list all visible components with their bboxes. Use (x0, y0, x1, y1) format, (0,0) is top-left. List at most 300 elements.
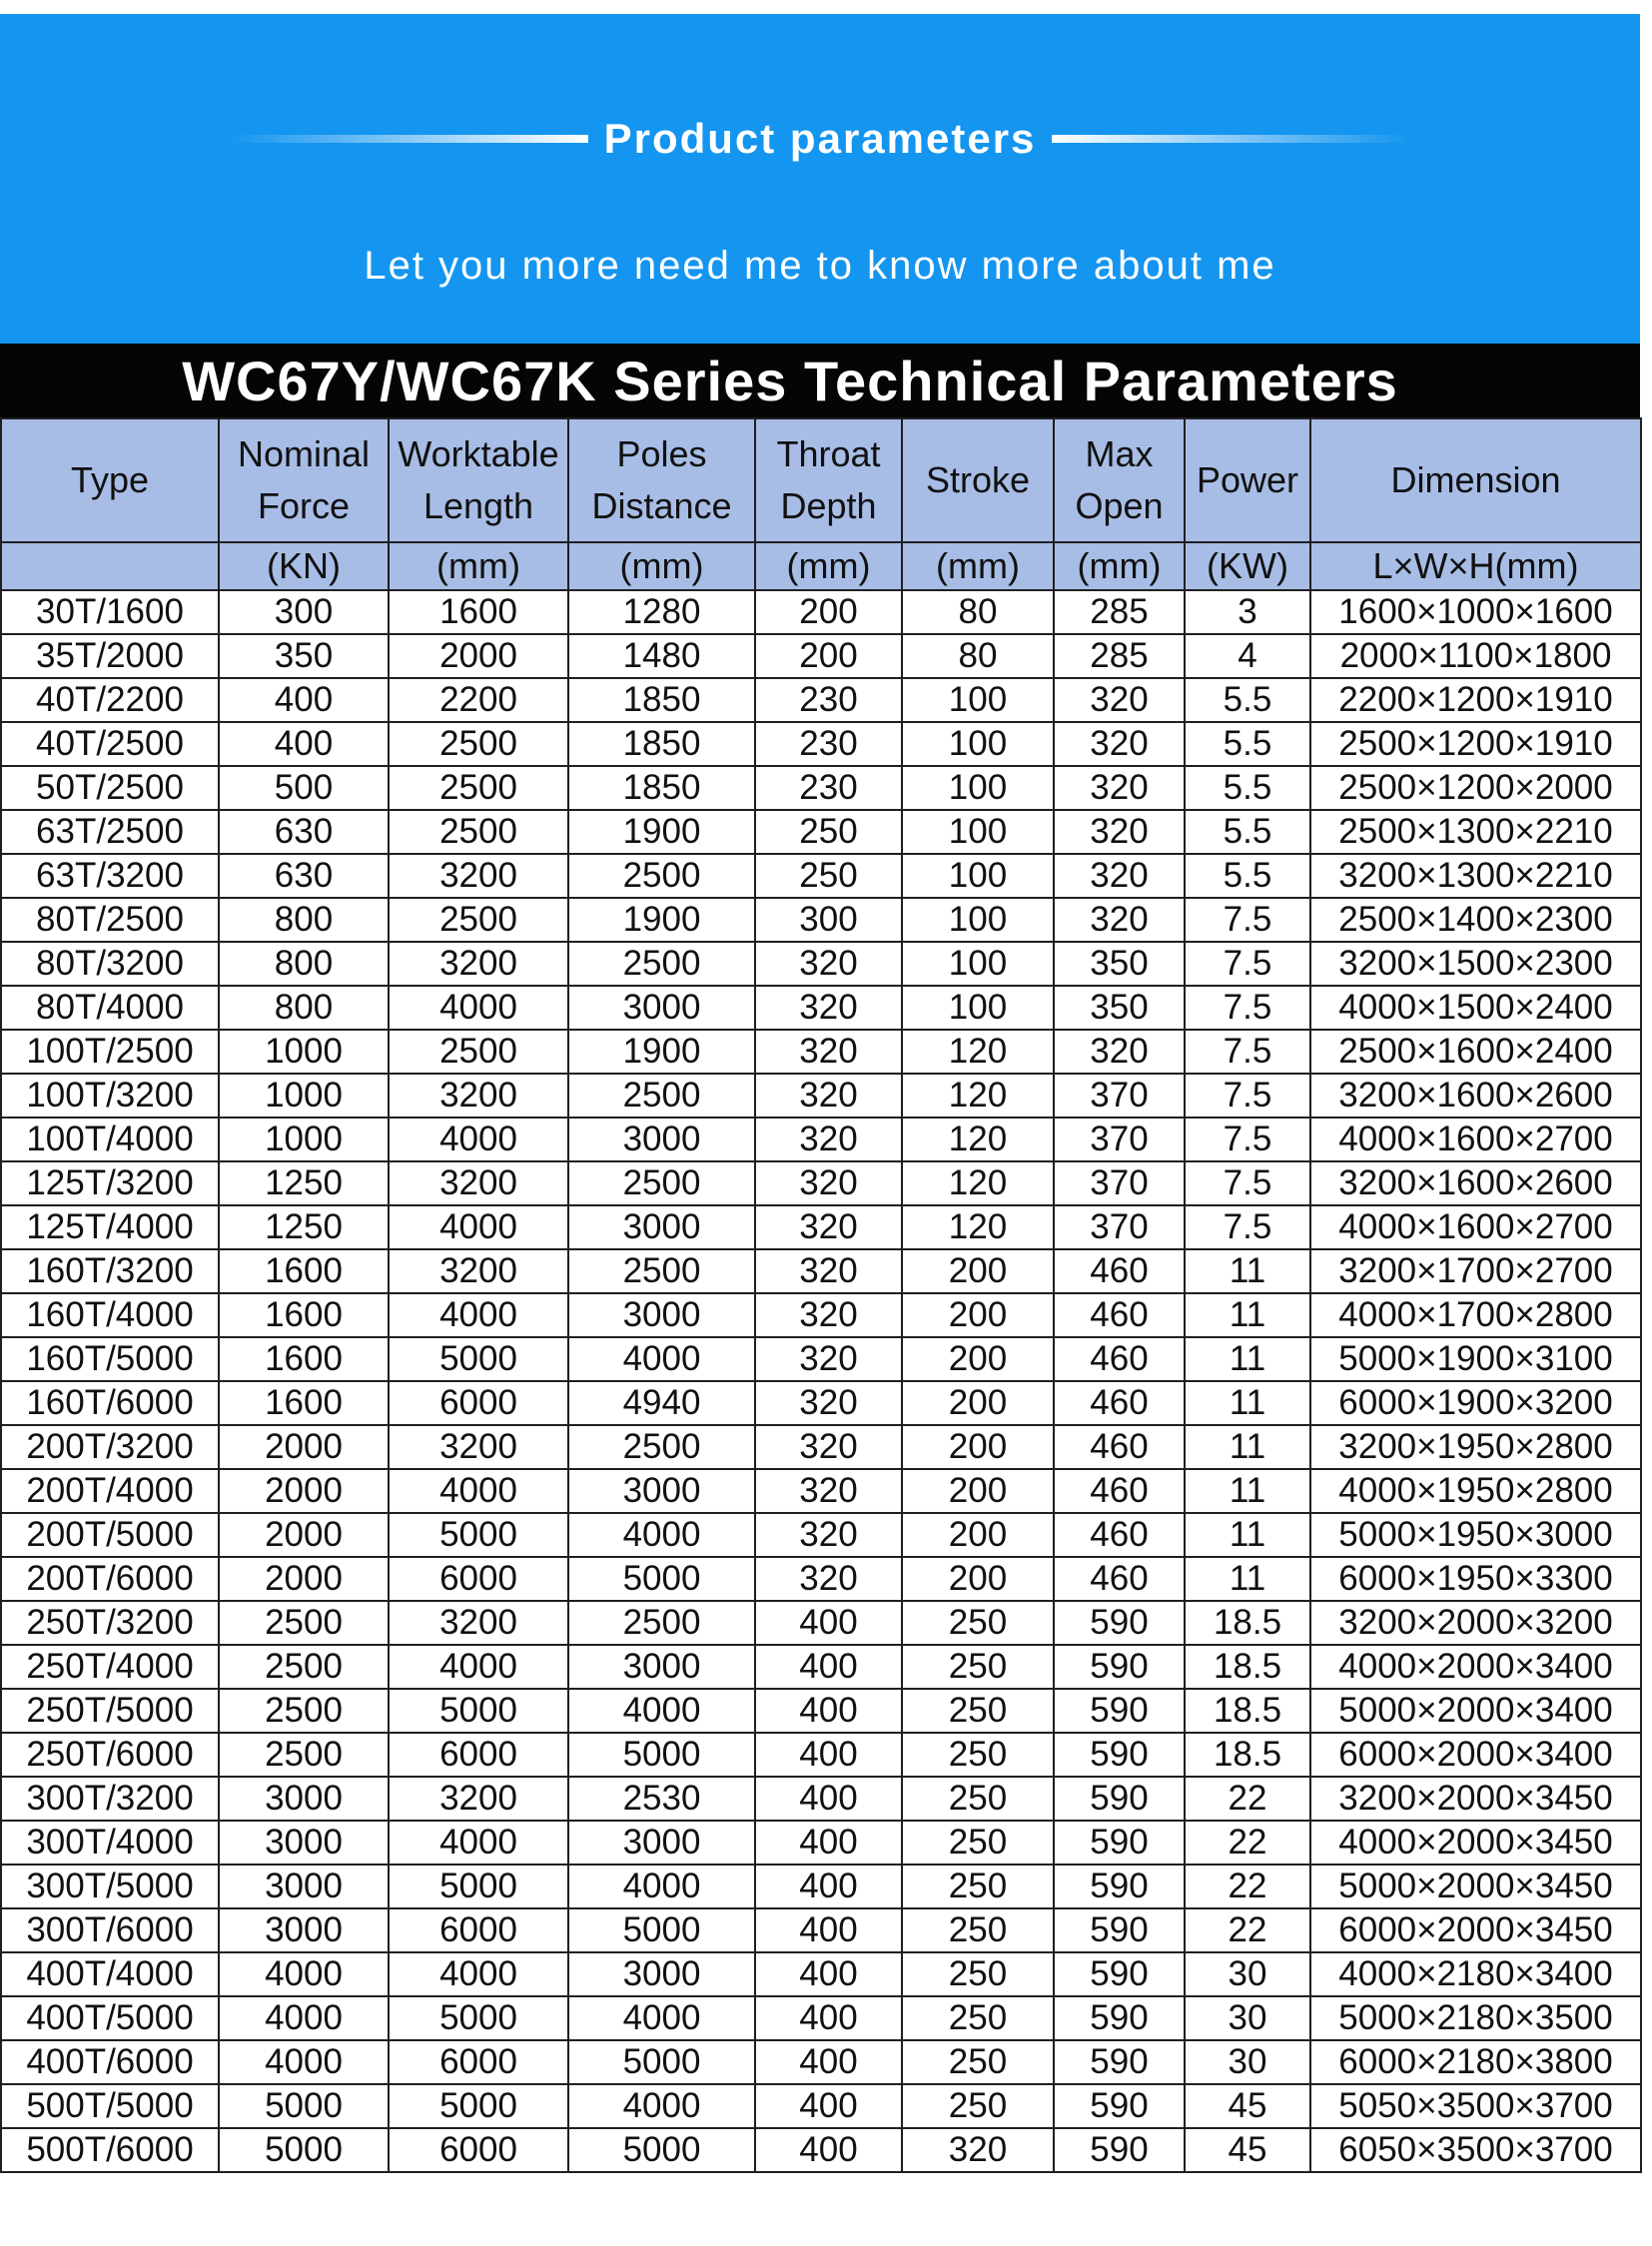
table-cell: 200 (755, 634, 902, 678)
table-cell: 6000×1950×3300 (1310, 1557, 1641, 1601)
column-header (568, 418, 755, 542)
column-unit: L×W×H(mm) (1310, 542, 1641, 590)
table-cell: 400 (755, 1996, 902, 2040)
table-cell: 590 (1054, 2128, 1185, 2172)
table-row (1, 1996, 1641, 2040)
table-cell: 590 (1054, 1865, 1185, 1908)
table-cell: 11 (1185, 1337, 1310, 1381)
table-cell: 2000 (219, 1513, 389, 1557)
table-cell: 2500×1600×2400 (1310, 1030, 1641, 1074)
table-cell: 320 (755, 986, 902, 1030)
table-cell: 200 (902, 1381, 1054, 1425)
table-cell: 100T/3200 (1, 1074, 219, 1118)
table-cell: 125T/4000 (1, 1205, 219, 1249)
column-header-text: Worktable (398, 433, 559, 474)
column-unit: (mm) (902, 542, 1054, 590)
table-cell: 5.5 (1185, 810, 1310, 854)
table-cell: 4 (1185, 634, 1310, 678)
table-cell: 3000 (568, 1293, 755, 1337)
column-header-text: Dimension (1390, 459, 1561, 500)
table-cell: 160T/5000 (1, 1337, 219, 1381)
table-cell: 590 (1054, 1689, 1185, 1733)
table-cell: 160T/3200 (1, 1249, 219, 1293)
table-cell: 5000 (219, 2128, 389, 2172)
table-cell: 3200 (389, 854, 568, 898)
table-cell: 200 (902, 1469, 1054, 1513)
table-cell: 3200 (389, 942, 568, 986)
table-cell: 4940 (568, 1381, 755, 1425)
table-cell: 320 (755, 942, 902, 986)
table-cell: 320 (755, 1381, 902, 1425)
table-cell: 1600 (389, 590, 568, 634)
table-cell: 250 (902, 1733, 1054, 1777)
table-cell: 3000 (568, 1645, 755, 1689)
table-cell: 5050×3500×3700 (1310, 2084, 1641, 2128)
parameters-table (0, 417, 1642, 2173)
table-cell: 5.5 (1185, 722, 1310, 766)
table-cell: 22 (1185, 1908, 1310, 1952)
table-cell: 400 (755, 1601, 902, 1645)
table-cell: 200 (755, 590, 902, 634)
table-cell: 460 (1054, 1293, 1185, 1337)
table-cell: 4000×2000×3400 (1310, 1645, 1641, 1689)
table-cell: 40T/2500 (1, 722, 219, 766)
table-cell: 400T/4000 (1, 1952, 219, 1996)
table-cell: 2530 (568, 1777, 755, 1821)
table-cell: 4000×1500×2400 (1310, 986, 1641, 1030)
table-cell: 320 (755, 1030, 902, 1074)
table-cell: 2500 (568, 1161, 755, 1205)
table-cell: 350 (1054, 942, 1185, 986)
table-row (1, 1689, 1641, 1733)
table-cell: 7.5 (1185, 1118, 1310, 1161)
table-cell: 300 (219, 590, 389, 634)
table-cell: 250 (755, 810, 902, 854)
table-cell: 250T/3200 (1, 1601, 219, 1645)
table-cell: 4000 (389, 1952, 568, 1996)
table-row (1, 1469, 1641, 1513)
table-cell: 4000 (219, 2040, 389, 2084)
header-row (1, 418, 1641, 542)
table-cell: 120 (902, 1205, 1054, 1249)
table-cell: 5000×2180×3500 (1310, 1996, 1641, 2040)
table-cell: 4000 (389, 1645, 568, 1689)
table-cell: 400 (755, 1733, 902, 1777)
column-header-text: Throat (776, 433, 881, 474)
table-cell: 100 (902, 898, 1054, 942)
table-cell: 4000 (568, 1513, 755, 1557)
table-cell: 22 (1185, 1777, 1310, 1821)
table-cell: 320 (755, 1337, 902, 1381)
decorative-rule-right (1052, 135, 1411, 143)
table-cell: 460 (1054, 1249, 1185, 1293)
table-cell: 2500 (389, 722, 568, 766)
table-cell: 230 (755, 722, 902, 766)
table-cell: 18.5 (1185, 1645, 1310, 1689)
table-cell: 2000×1100×1800 (1310, 634, 1641, 678)
table-cell: 400 (755, 1865, 902, 1908)
table-cell: 320 (1054, 898, 1185, 942)
table-cell: 2000 (219, 1469, 389, 1513)
table-cell: 100 (902, 678, 1054, 722)
table-cell: 800 (219, 898, 389, 942)
column-unit (1, 542, 219, 590)
table-cell: 2000 (389, 634, 568, 678)
table-cell: 1600 (219, 1337, 389, 1381)
table-cell: 5000 (568, 1908, 755, 1952)
table-cell: 590 (1054, 1601, 1185, 1645)
table-cell: 80T/4000 (1, 986, 219, 1030)
table-cell: 4000×2000×3450 (1310, 1821, 1641, 1865)
table-cell: 11 (1185, 1293, 1310, 1337)
table-cell: 6000×2180×3800 (1310, 2040, 1641, 2084)
table-cell: 590 (1054, 1733, 1185, 1777)
table-cell: 1900 (568, 898, 755, 942)
table-cell: 400 (755, 1821, 902, 1865)
column-header (219, 418, 389, 542)
table-cell: 590 (1054, 2040, 1185, 2084)
table-cell: 5000 (568, 1733, 755, 1777)
table-cell: 250 (902, 1952, 1054, 1996)
table-cell: 1850 (568, 678, 755, 722)
table-title-bar (0, 344, 1640, 417)
table-cell: 30 (1185, 2040, 1310, 2084)
column-header-text: Open (1075, 485, 1164, 526)
table-cell: 4000×1600×2700 (1310, 1205, 1641, 1249)
table-cell: 5000 (389, 1337, 568, 1381)
table-cell: 200 (902, 1425, 1054, 1469)
table-cell: 5000 (568, 2040, 755, 2084)
decorative-rule-left (229, 135, 588, 143)
table-cell: 45 (1185, 2128, 1310, 2172)
table-cell: 5000 (389, 1689, 568, 1733)
table-cell: 100 (902, 810, 1054, 854)
table-cell: 590 (1054, 1908, 1185, 1952)
table-cell: 400 (755, 1689, 902, 1733)
table-cell: 590 (1054, 2084, 1185, 2128)
column-header (389, 418, 568, 542)
table-cell: 400T/5000 (1, 1996, 219, 2040)
table-cell: 200T/4000 (1, 1469, 219, 1513)
table-cell: 200T/3200 (1, 1425, 219, 1469)
unit-row (1, 542, 1641, 590)
table-title: WC67Y/WC67K Series Technical Parameters (182, 349, 1398, 412)
table-cell: 500T/5000 (1, 2084, 219, 2128)
banner-subtitle: Let you more need me to know more about me (364, 244, 1276, 288)
table-cell: 3000 (568, 986, 755, 1030)
table-cell: 3200 (389, 1074, 568, 1118)
table-cell: 4000 (389, 1821, 568, 1865)
column-unit: (mm) (1054, 542, 1185, 590)
table-cell: 2500 (568, 1249, 755, 1293)
column-header-text: Force (257, 485, 351, 526)
table-cell: 320 (1054, 810, 1185, 854)
table-cell: 3000 (568, 1118, 755, 1161)
table-cell: 80 (902, 590, 1054, 634)
table-row (1, 2128, 1641, 2172)
table-cell: 3000 (219, 1865, 389, 1908)
table-cell: 300T/3200 (1, 1777, 219, 1821)
table-row (1, 942, 1641, 986)
table-cell: 590 (1054, 1821, 1185, 1865)
table-cell: 500T/6000 (1, 2128, 219, 2172)
table-cell: 400 (219, 678, 389, 722)
column-header-text: Power (1196, 459, 1299, 500)
table-cell: 350 (219, 634, 389, 678)
table-cell: 200T/5000 (1, 1513, 219, 1557)
table-cell: 320 (755, 1249, 902, 1293)
column-unit: (mm) (568, 542, 755, 590)
table-cell: 18.5 (1185, 1733, 1310, 1777)
table-row (1, 1337, 1641, 1381)
table-cell: 250 (902, 1821, 1054, 1865)
table-cell: 320 (755, 1469, 902, 1513)
table-row (1, 1908, 1641, 1952)
table-cell: 5.5 (1185, 854, 1310, 898)
table-cell: 590 (1054, 1777, 1185, 1821)
table-cell: 230 (755, 678, 902, 722)
table-cell: 460 (1054, 1513, 1185, 1557)
column-header (902, 418, 1054, 542)
table-cell: 4000 (389, 1293, 568, 1337)
table-cell: 4000 (389, 986, 568, 1030)
table-cell: 6000 (389, 1381, 568, 1425)
table-cell: 500 (219, 766, 389, 810)
column-header (1, 418, 219, 542)
table-cell: 300T/5000 (1, 1865, 219, 1908)
table-cell: 22 (1185, 1865, 1310, 1908)
banner-title-row (0, 109, 1640, 169)
table-cell: 1900 (568, 1030, 755, 1074)
table-cell: 2500 (389, 1030, 568, 1074)
table-cell: 125T/3200 (1, 1161, 219, 1205)
banner-title: Product parameters (603, 115, 1037, 162)
table-cell: 200 (902, 1293, 1054, 1337)
table-cell: 3200×2000×3450 (1310, 1777, 1641, 1821)
table-cell: 100 (902, 942, 1054, 986)
table-cell: 300T/6000 (1, 1908, 219, 1952)
table-cell: 35T/2000 (1, 634, 219, 678)
table-row (1, 766, 1641, 810)
table-cell: 6000 (389, 1557, 568, 1601)
table-row (1, 1733, 1641, 1777)
table-row (1, 1381, 1641, 1425)
table-cell: 400 (755, 1952, 902, 1996)
table-cell: 3200×1300×2210 (1310, 854, 1641, 898)
table-cell: 160T/4000 (1, 1293, 219, 1337)
table-cell: 320 (755, 1161, 902, 1205)
table-cell: 2500×1200×2000 (1310, 766, 1641, 810)
table-cell: 200 (902, 1249, 1054, 1293)
table-cell: 11 (1185, 1557, 1310, 1601)
table-cell: 460 (1054, 1557, 1185, 1601)
table-cell: 320 (755, 1557, 902, 1601)
header-banner (0, 14, 1640, 344)
table-cell: 590 (1054, 1952, 1185, 1996)
table-cell: 2500 (389, 766, 568, 810)
table-cell: 460 (1054, 1425, 1185, 1469)
table-cell: 1250 (219, 1161, 389, 1205)
table-cell: 320 (902, 2128, 1054, 2172)
table-cell: 2500 (389, 898, 568, 942)
table-cell: 4000×1600×2700 (1310, 1118, 1641, 1161)
table-cell: 400T/6000 (1, 2040, 219, 2084)
table-row (1, 634, 1641, 678)
table-cell: 40T/2200 (1, 678, 219, 722)
table-cell: 4000 (219, 1952, 389, 1996)
table-cell: 400 (755, 1908, 902, 1952)
table-cell: 370 (1054, 1118, 1185, 1161)
table-cell: 4000 (389, 1118, 568, 1161)
table-cell: 3200 (389, 1425, 568, 1469)
table-cell: 1900 (568, 810, 755, 854)
table-cell: 11 (1185, 1249, 1310, 1293)
column-header-text: Nominal (237, 433, 371, 474)
table-cell: 590 (1054, 1996, 1185, 2040)
table-cell: 2500 (568, 1425, 755, 1469)
table-cell: 30 (1185, 1952, 1310, 1996)
table-cell: 11 (1185, 1469, 1310, 1513)
table-cell: 6000×1900×3200 (1310, 1381, 1641, 1425)
table-cell: 6000×2000×3450 (1310, 1908, 1641, 1952)
column-header-text: Depth (780, 485, 877, 526)
table-cell: 200 (902, 1513, 1054, 1557)
table-cell: 2500 (219, 1733, 389, 1777)
table-cell: 6050×3500×3700 (1310, 2128, 1641, 2172)
table-cell: 4000 (568, 1996, 755, 2040)
table-cell: 11 (1185, 1381, 1310, 1425)
table-cell: 100T/4000 (1, 1118, 219, 1161)
table-cell: 250 (902, 1996, 1054, 2040)
table-cell: 3000 (219, 1908, 389, 1952)
table-cell: 2500×1400×2300 (1310, 898, 1641, 942)
table-cell: 80 (902, 634, 1054, 678)
table-row (1, 1074, 1641, 1118)
table-cell: 2200×1200×1910 (1310, 678, 1641, 722)
table-cell: 200 (902, 1557, 1054, 1601)
table-cell: 250 (902, 2040, 1054, 2084)
table-cell: 1280 (568, 590, 755, 634)
table-cell: 4000×1700×2800 (1310, 1293, 1641, 1337)
table-cell: 160T/6000 (1, 1381, 219, 1425)
table-cell: 63T/2500 (1, 810, 219, 854)
table-cell: 2000 (219, 1557, 389, 1601)
table-cell: 3200 (389, 1777, 568, 1821)
table-cell: 2500 (219, 1645, 389, 1689)
table-cell: 1000 (219, 1118, 389, 1161)
table-cell: 2500×1200×1910 (1310, 722, 1641, 766)
table-cell: 7.5 (1185, 898, 1310, 942)
table-cell: 2500 (219, 1601, 389, 1645)
table-cell: 6000 (389, 1733, 568, 1777)
table-cell: 460 (1054, 1337, 1185, 1381)
table-cell: 2500 (568, 1601, 755, 1645)
table-cell: 5000 (568, 2128, 755, 2172)
table-cell: 5000 (568, 1557, 755, 1601)
table-cell: 4000 (568, 1337, 755, 1381)
table-cell: 400 (755, 2040, 902, 2084)
table-cell: 3000 (568, 1469, 755, 1513)
table-cell: 1600 (219, 1381, 389, 1425)
table-row (1, 1425, 1641, 1469)
table-body (1, 590, 1641, 2172)
table-cell: 3200 (389, 1161, 568, 1205)
column-header-text: Type (70, 459, 150, 500)
table-cell: 320 (755, 1513, 902, 1557)
table-cell: 7.5 (1185, 1161, 1310, 1205)
table-cell: 100T/2500 (1, 1030, 219, 1074)
table-row (1, 1777, 1641, 1821)
table-cell: 320 (755, 1425, 902, 1469)
table-cell: 1850 (568, 722, 755, 766)
table-cell: 400 (219, 722, 389, 766)
table-cell: 2500 (219, 1689, 389, 1733)
table-cell: 4000 (568, 2084, 755, 2128)
table-cell: 320 (1054, 854, 1185, 898)
table-cell: 800 (219, 986, 389, 1030)
table-cell: 5.5 (1185, 766, 1310, 810)
table-cell: 370 (1054, 1205, 1185, 1249)
table-cell: 120 (902, 1074, 1054, 1118)
table-cell: 3 (1185, 590, 1310, 634)
column-unit: (mm) (389, 542, 568, 590)
table-cell: 4000 (219, 1996, 389, 2040)
table-cell: 3200×1700×2700 (1310, 1249, 1641, 1293)
table-cell: 7.5 (1185, 1074, 1310, 1118)
table-cell: 285 (1054, 634, 1185, 678)
table-cell: 1000 (219, 1030, 389, 1074)
table-cell: 22 (1185, 1821, 1310, 1865)
table-row (1, 898, 1641, 942)
table-cell: 400 (755, 2128, 902, 2172)
table-cell: 1000 (219, 1074, 389, 1118)
table-cell: 5000 (389, 1996, 568, 2040)
table-cell: 80T/2500 (1, 898, 219, 942)
table-cell: 7.5 (1185, 986, 1310, 1030)
column-header (1310, 418, 1641, 542)
table-row (1, 1952, 1641, 1996)
table-row (1, 986, 1641, 1030)
table-cell: 4000 (389, 1205, 568, 1249)
table-row (1, 1205, 1641, 1249)
table-cell: 250 (902, 1865, 1054, 1908)
table-cell: 370 (1054, 1074, 1185, 1118)
table-cell: 3200×2000×3200 (1310, 1601, 1641, 1645)
table-row (1, 2040, 1641, 2084)
table-row (1, 1161, 1641, 1205)
table-cell: 250 (902, 1777, 1054, 1821)
table-row (1, 722, 1641, 766)
table-cell: 3000 (568, 1952, 755, 1996)
table-cell: 1600 (219, 1293, 389, 1337)
table-cell: 30 (1185, 1996, 1310, 2040)
table-cell: 350 (1054, 986, 1185, 1030)
table-cell: 63T/3200 (1, 854, 219, 898)
table-cell: 2500 (568, 854, 755, 898)
table-cell: 100 (902, 854, 1054, 898)
table-cell: 5.5 (1185, 678, 1310, 722)
table-cell: 3200×1600×2600 (1310, 1074, 1641, 1118)
table-cell: 1600 (219, 1249, 389, 1293)
table-cell: 250 (902, 1908, 1054, 1952)
table-cell: 250T/4000 (1, 1645, 219, 1689)
column-header (755, 418, 902, 542)
table-cell: 4000×2180×3400 (1310, 1952, 1641, 1996)
table-cell: 800 (219, 942, 389, 986)
table-cell: 120 (902, 1030, 1054, 1074)
table-cell: 250 (755, 854, 902, 898)
table-cell: 2200 (389, 678, 568, 722)
